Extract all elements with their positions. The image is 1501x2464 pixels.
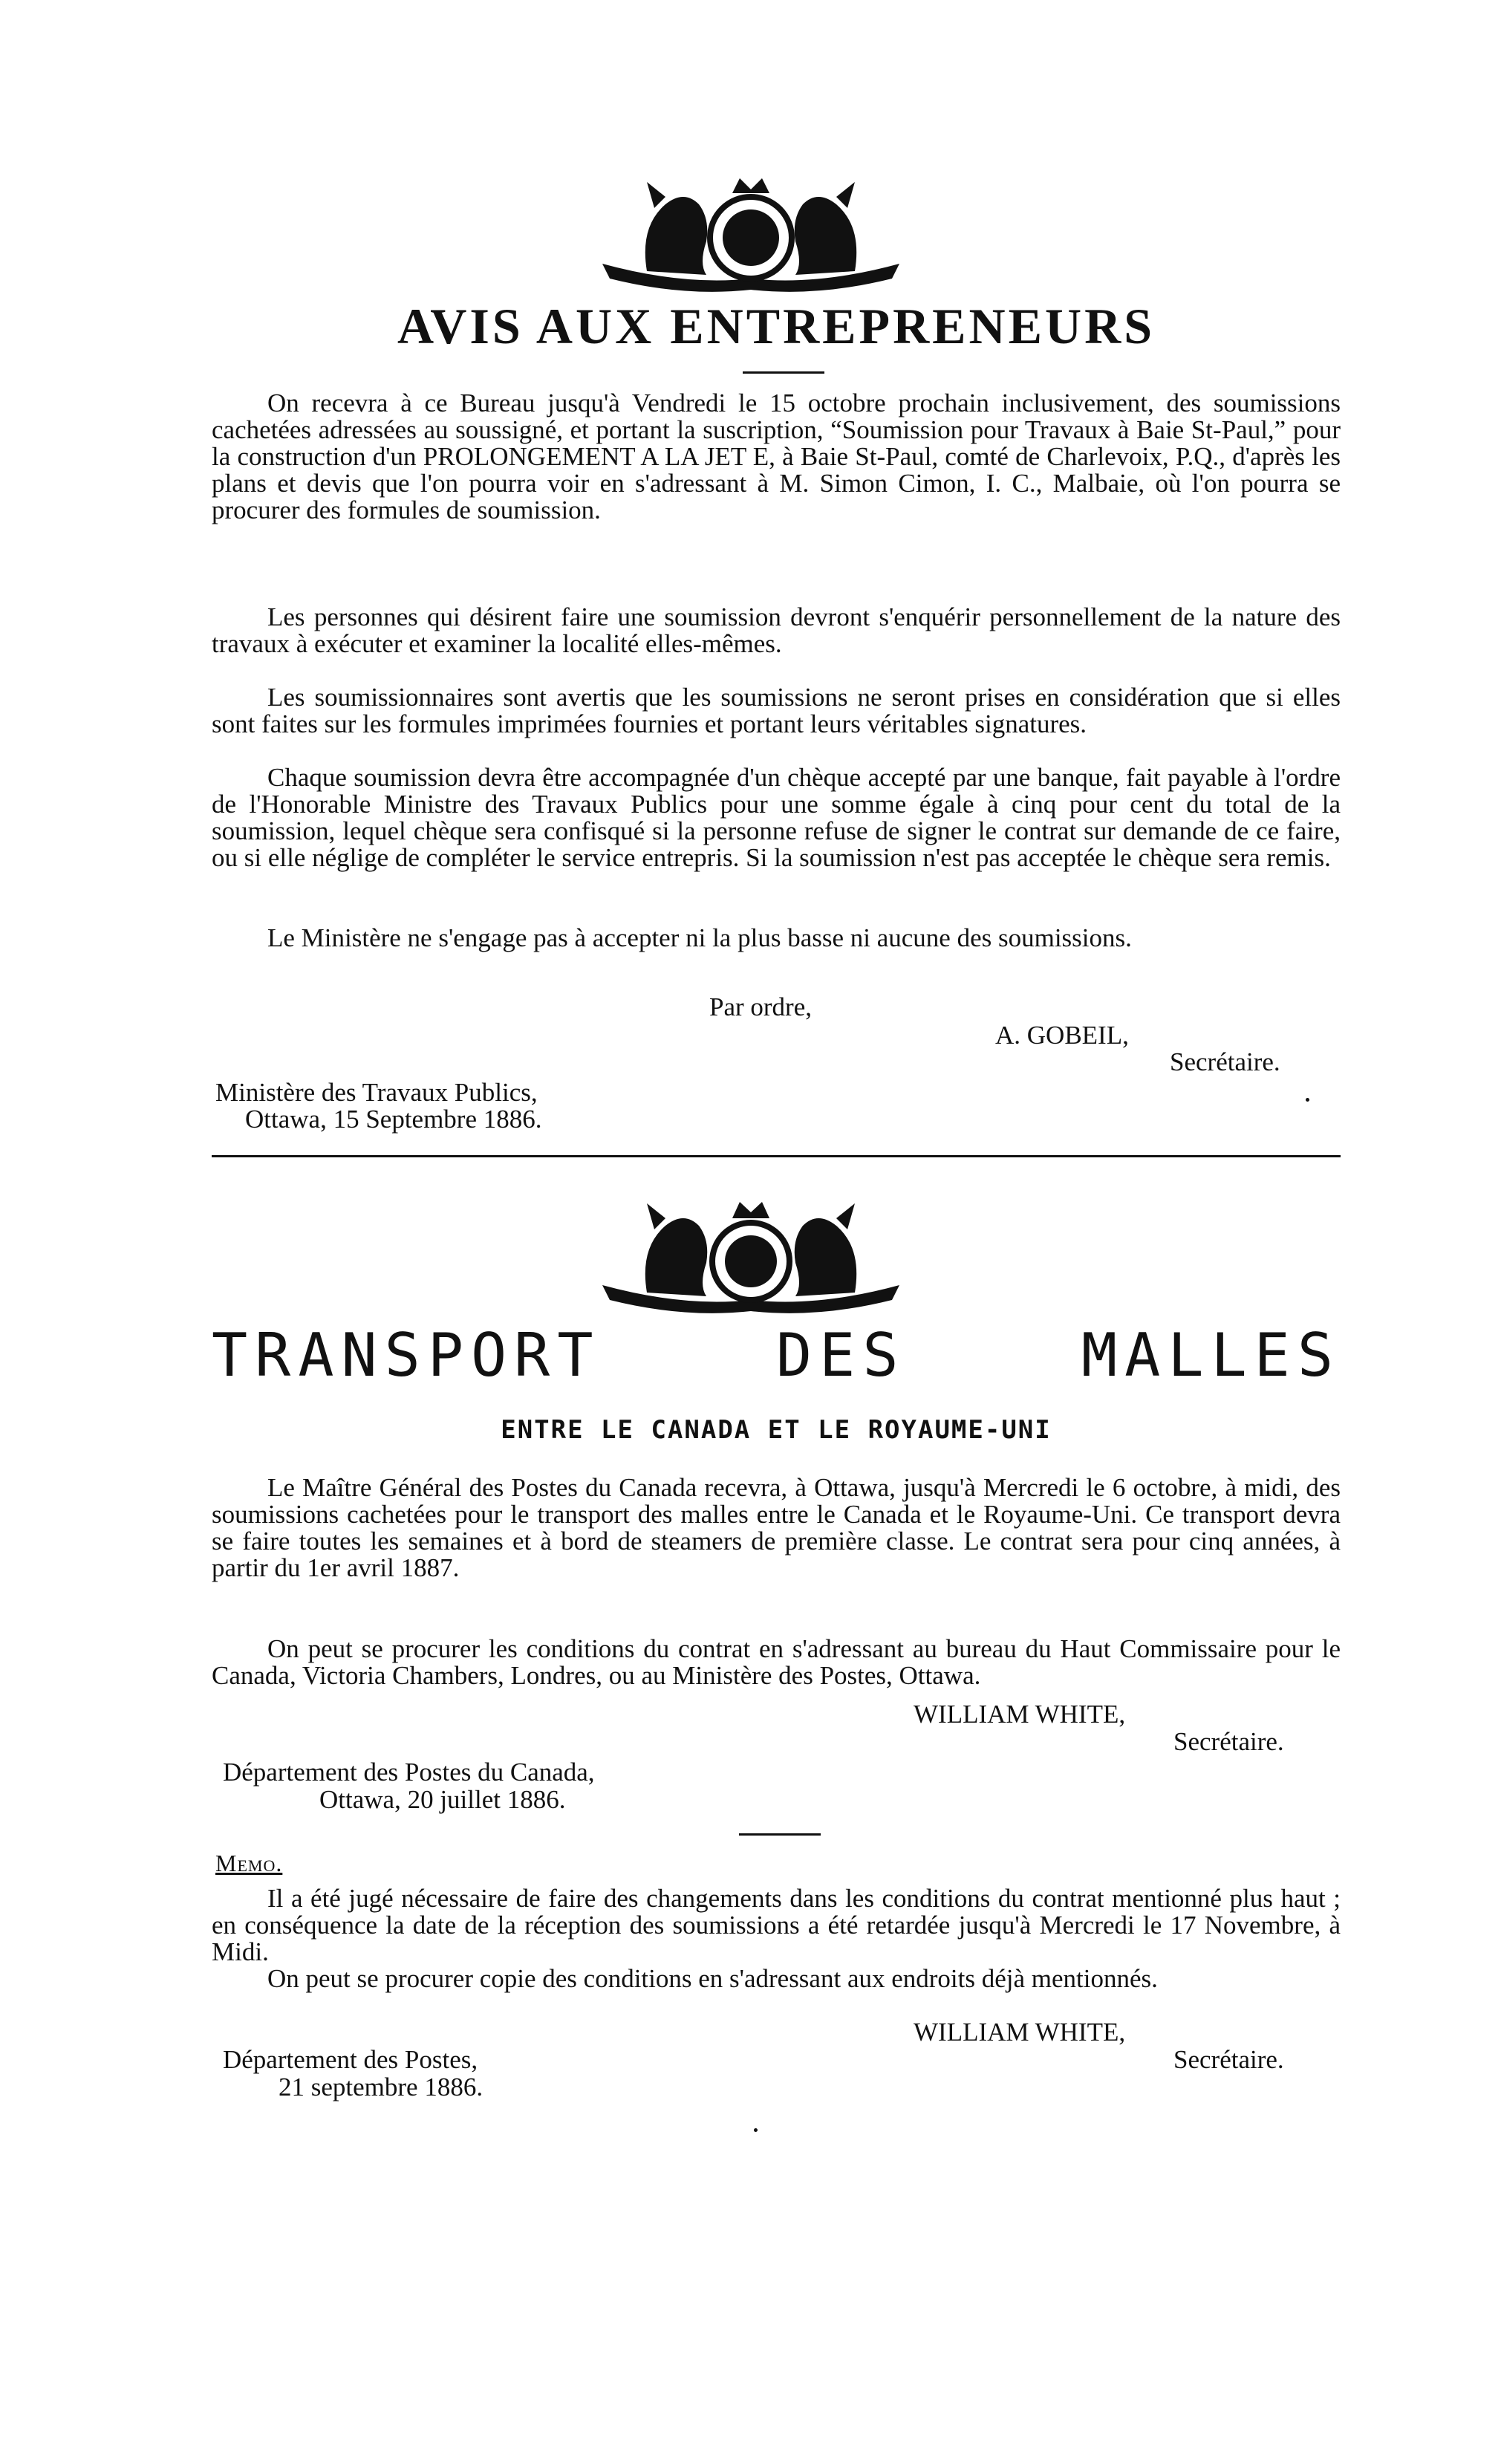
signer-title: Secrétaire.: [1170, 1047, 1280, 1076]
royal-coat-of-arms-icon: [595, 175, 907, 293]
transport-title: [212, 1321, 1341, 1390]
signer-name: WILLIAM WHITE,: [914, 1700, 1126, 1729]
memo-divider: [739, 1833, 821, 1836]
memo-label: Memo.: [215, 1850, 283, 1876]
notice-paragraph: Les personnes qui désirent faire une soumission devront s'enquérir personnellement de la nature des travaux à exécuter et examiner la localité elles-mêmes.: [212, 602, 1341, 658]
stray-mark: [1306, 1098, 1309, 1102]
signer-title: Secrétaire.: [1173, 1727, 1284, 1756]
title-word: MALLES: [1081, 1321, 1341, 1390]
notice-paragraph: Le Ministère ne s'engage pas à accepter ni la plus basse ni aucune des soumissions.: [267, 923, 1132, 952]
stray-mark: [754, 2128, 758, 2132]
memo-paragraph: Il a été jugé nécessaire de faire des changements dans les conditions du contrat mentionné plus haut ; en conséquence la date de la réception des soumissions a été retardée jusqu'à Mercredi le 17 Novembre, à Midi.: [212, 1884, 1341, 1966]
notice-title: AVIS AUX ENTREPRENEURS: [397, 298, 1156, 354]
date-line: 21 septembre 1886.: [279, 2073, 483, 2101]
royal-coat-of-arms-icon: [595, 1196, 907, 1315]
par-ordre: Par ordre,: [709, 992, 813, 1021]
signer-title: Secrétaire.: [1173, 2045, 1284, 2074]
title-word: TRANSPORT: [212, 1321, 601, 1390]
notice-paragraph: Le Maître Général des Postes du Canada recevra, à Ottawa, jusqu'à Mercredi le 6 octobre, à midi, des soumissions cachetées pour le transport des malles entre le Canada et le Royaume-Uni. Ce transport devra se faire toutes les semaines et à bord de steamers de première classe. Le contrat sera pour cinq années, à partir du 1er avril 1887.: [212, 1473, 1341, 1582]
place-line: Département des Postes,: [223, 2045, 478, 2074]
place-line: Département des Postes du Canada,: [223, 1758, 595, 1787]
notice-paragraph: Chaque soumission devra être accompagnée d'un chèque accepté par une banque, fait payable à l'ordre de l'Honorable Ministre des Travaux Publics pour une somme égale à cinq pour cent du total de la soumission, lequel chèque sera confisqué si la personne refuse de signer le contrat sur demande de ce faire, ou si elle néglige de compléter le service entrepris. Si la soumission n'est pas acceptée le chèque sera remis.: [212, 763, 1341, 872]
place-line: Ministère des Travaux Publics,: [215, 1078, 538, 1107]
notice-paragraph: Les soumissionnaires sont avertis que les soumissions ne seront prises en considération que si elles sont faites sur les formules imprimées fournies et portant leurs véritables signatures.: [212, 683, 1341, 738]
memo-paragraph: On peut se procurer copie des conditions en s'adressant aux endroits déjà mentionnés.: [267, 1964, 1158, 1993]
section-divider: [212, 1155, 1341, 1157]
title-divider: [743, 371, 824, 374]
date-line: Ottawa, 20 juillet 1886.: [319, 1785, 566, 1814]
notice-paragraph: On peut se procurer les conditions du contrat en s'adressant au bureau du Haut Commissaire pour le Canada, Victoria Chambers, Londres, ou au Ministère des Postes, Ottawa.: [212, 1634, 1341, 1690]
transport-subtitle: ENTRE LE CANADA ET LE ROYAUME-UNI: [501, 1415, 1052, 1445]
signer-name: WILLIAM WHITE,: [914, 2018, 1126, 2047]
title-word: DES: [776, 1321, 906, 1390]
notice-paragraph: On recevra à ce Bureau jusqu'à Vendredi le 15 octobre prochain inclusivement, des soumissions cachetées adressées au soussigné, et portant la suscription, “Soumission pour Travaux à Baie St-Paul,” pour la construction d'un PROLONGEMENT A LA JET E, à Baie St-Paul, comté de Charlevoix, P.Q., d'après les plans et devis que l'on pourra voir en s'adressant à M. Simon Cimon, I. C., Malbaie, où l'on pourra se procurer des formules de soumission.: [212, 389, 1341, 524]
signer-name: A. GOBEIL,: [995, 1021, 1129, 1050]
date-line: Ottawa, 15 Septembre 1886.: [245, 1105, 542, 1134]
